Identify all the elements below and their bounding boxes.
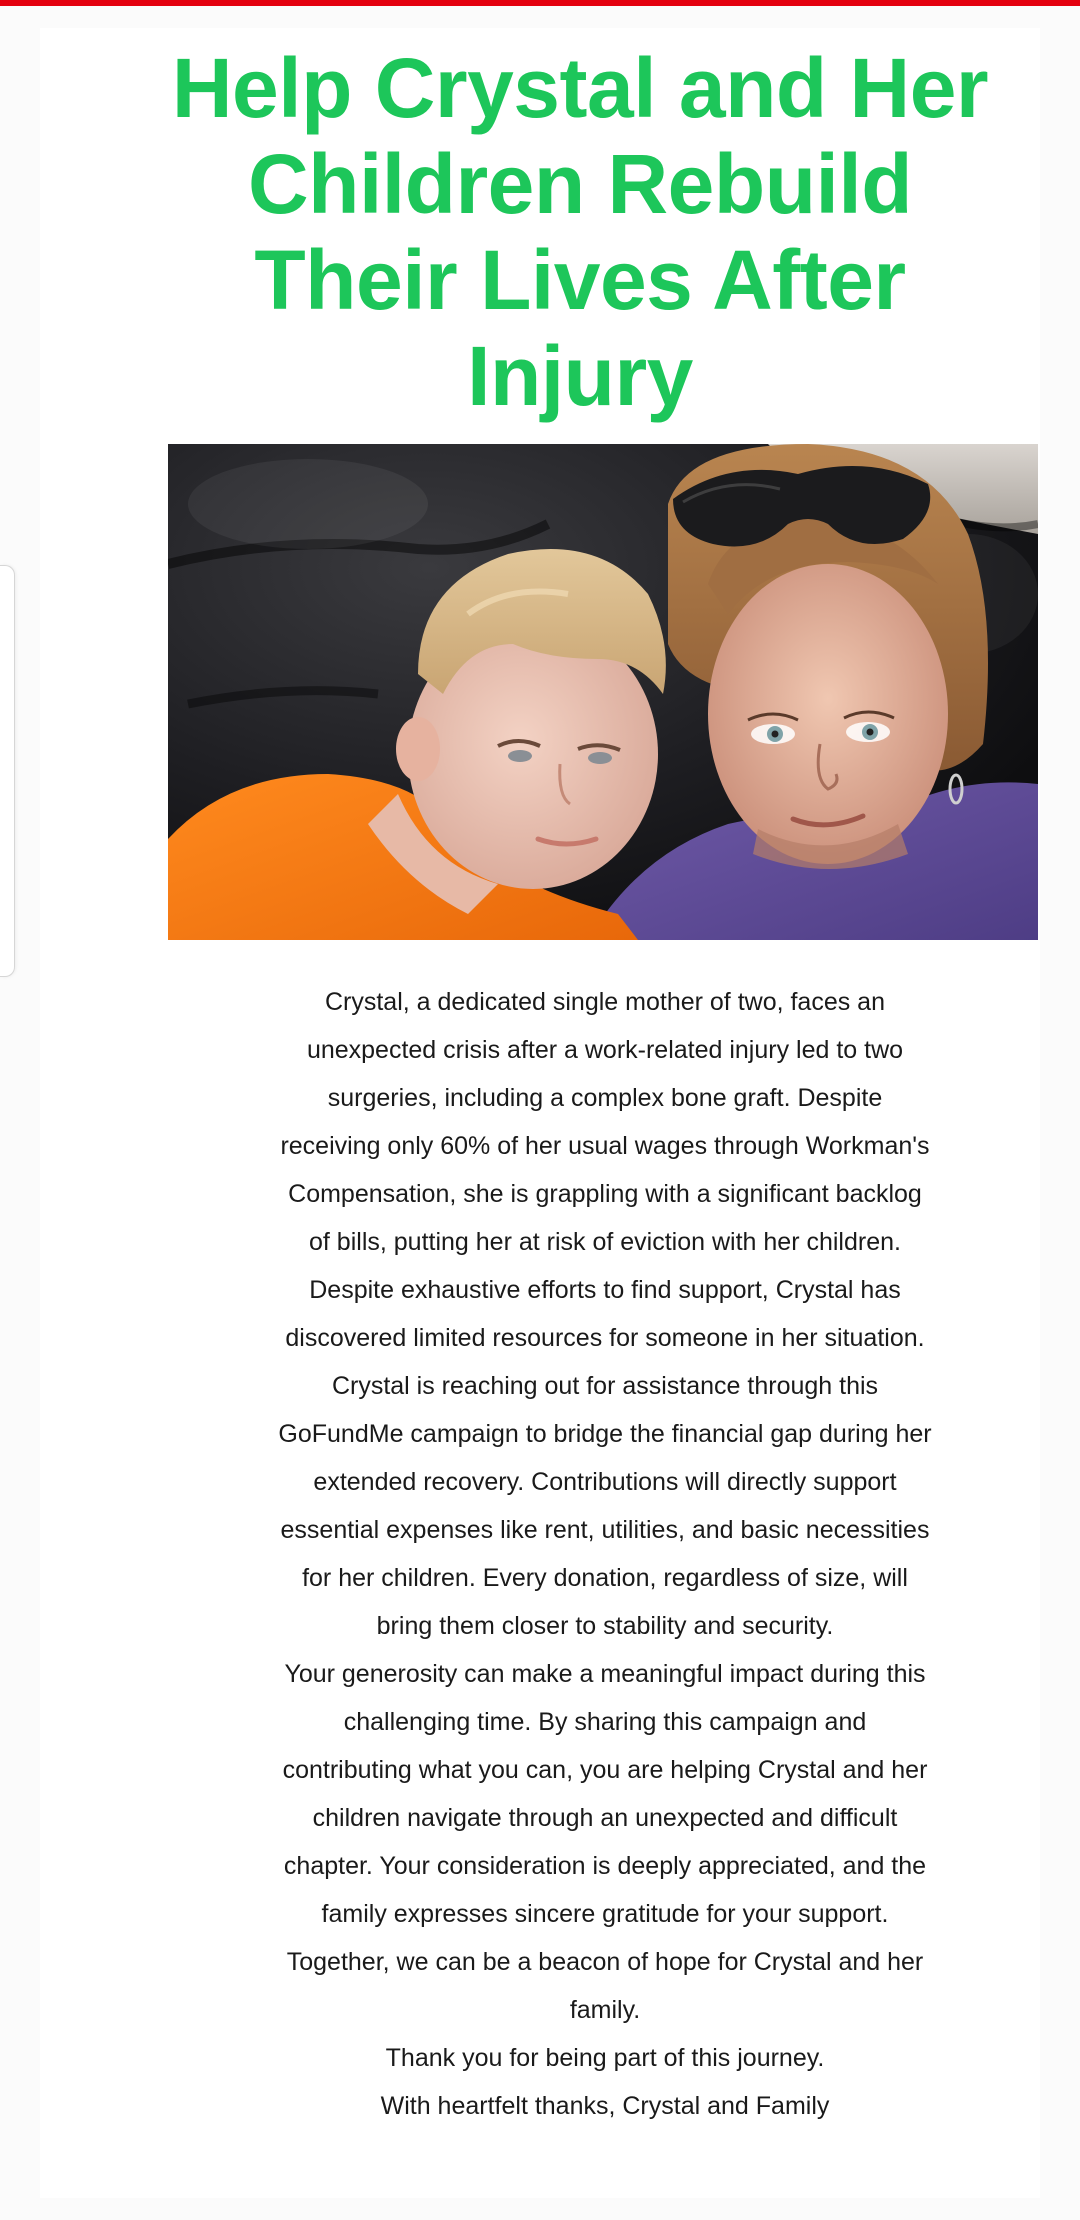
- story-line: for her children. Every donation, regardless of size, will: [302, 1564, 908, 1592]
- story-line: family.: [569, 1996, 641, 2024]
- story-line: unexpected crisis after a work-related injury led to two: [306, 1036, 904, 1064]
- story-line: family expresses sincere gratitude for your support.: [321, 1900, 889, 1928]
- story-line: Crystal is reaching out for assistance through this: [331, 1372, 879, 1400]
- campaign-story: [190, 978, 1020, 2130]
- story-line: challenging time. By sharing this campaign and: [343, 1708, 867, 1736]
- story-line: extended recovery. Contributions will directly support: [313, 1468, 897, 1496]
- story-line: Compensation, she is grappling with a significant backlog: [288, 1180, 922, 1208]
- title-line: Injury: [467, 329, 693, 423]
- story-line: surgeries, including a complex bone graft. Despite: [327, 1084, 883, 1112]
- story-line: children navigate through an unexpected and difficult: [312, 1804, 898, 1832]
- story-line: essential expenses like rent, utilities, and basic necessities: [280, 1516, 930, 1544]
- title-line: Their Lives After: [254, 233, 906, 327]
- story-line: GoFundMe campaign to bridge the financial gap during her: [278, 1420, 932, 1448]
- family-photo: [168, 444, 1038, 940]
- story-line: Together, we can be a beacon of hope for Crystal and her: [286, 1948, 924, 1976]
- page-title: [140, 40, 1020, 424]
- story-line: chapter. Your consideration is deeply appreciated, and the: [283, 1852, 927, 1880]
- title-line: Help Crystal and Her: [171, 41, 989, 135]
- story-line: discovered limited resources for someone in her situation.: [285, 1324, 925, 1352]
- story-line: receiving only 60% of her usual wages through Workman's: [280, 1132, 930, 1160]
- story-line: Crystal, a dedicated single mother of two, faces an: [324, 988, 885, 1016]
- story-line: Your generosity can make a meaningful impact during this: [284, 1660, 926, 1688]
- fundraiser-card: [40, 28, 1040, 2198]
- story-line: bring them closer to stability and security.: [376, 1612, 834, 1640]
- story-line: Despite exhaustive efforts to find support, Crystal has: [309, 1276, 901, 1304]
- top-accent-bar: [0, 0, 1080, 6]
- story-line: of bills, putting her at risk of eviction with her children.: [309, 1228, 901, 1256]
- edge-panel-handle[interactable]: [0, 565, 15, 977]
- title-line: Children Rebuild: [248, 137, 912, 231]
- story-line: contributing what you can, you are helping Crystal and her: [282, 1756, 928, 1784]
- story-line: Thank you for being part of this journey.: [385, 2044, 825, 2072]
- story-line: With heartfelt thanks, Crystal and Family: [380, 2092, 830, 2120]
